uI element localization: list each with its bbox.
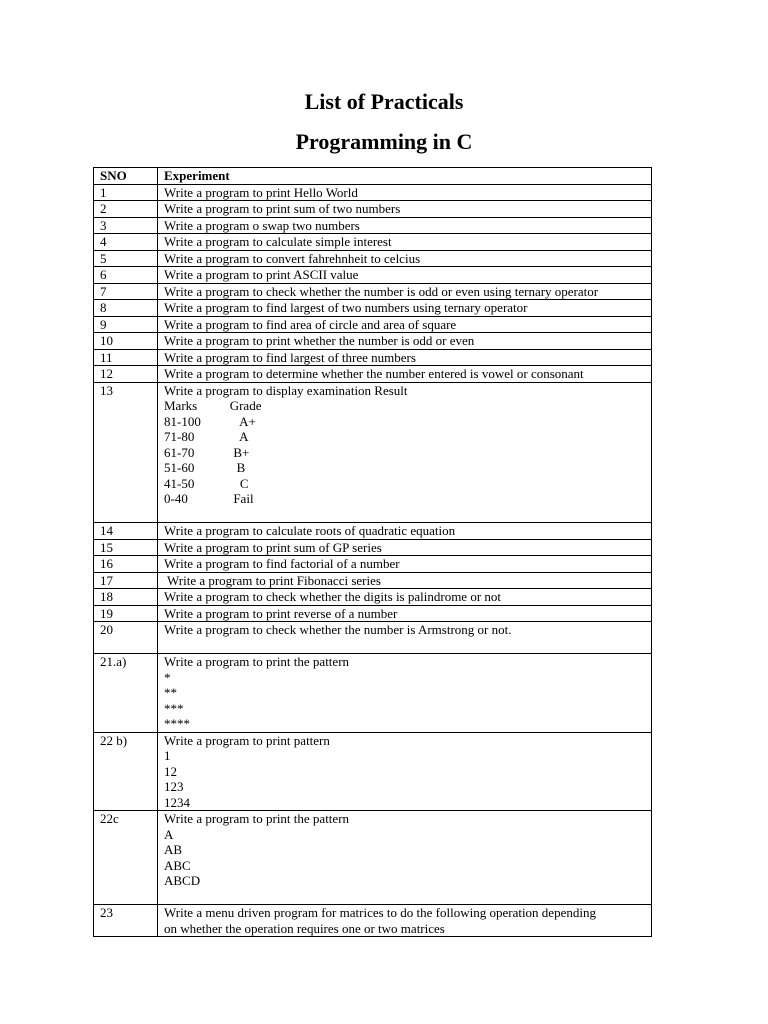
experiment-detail-line: ****	[164, 716, 190, 731]
row-sno: 18	[94, 589, 158, 606]
experiment-description: Write a program to calculate simple interest	[164, 234, 392, 249]
experiment-description: Write a program to check whether the number is odd or even using ternary operator	[164, 283, 599, 299]
row-experiment	[158, 572, 652, 589]
row-experiment	[158, 811, 652, 905]
experiment-description: Write a program to print ASCII value	[164, 267, 359, 282]
experiment-description: Write a program to determine whether the number entered is vowel or consonant	[164, 366, 584, 381]
experiment-description: Write a program to print Hello World	[164, 184, 358, 200]
table-row	[94, 283, 652, 300]
table-row	[94, 556, 652, 573]
row-experiment	[158, 234, 652, 251]
table-header-row	[94, 168, 652, 185]
row-sno: 22c	[94, 811, 158, 905]
row-sno: 12	[94, 366, 158, 383]
experiment-detail-line: 1234	[164, 794, 190, 810]
experiment-detail-line: ABCD	[164, 873, 201, 888]
table-row	[94, 201, 652, 218]
experiment-description: Write a program o swap two numbers	[164, 217, 360, 233]
experiment-detail-line: 61-70 B+	[164, 444, 250, 460]
experiment-detail-line: 0-40 Fail	[164, 491, 254, 506]
row-experiment	[158, 605, 652, 622]
experiment-description: Write a program to find largest of three numbers	[164, 349, 416, 365]
row-experiment	[158, 300, 652, 317]
table-row	[94, 333, 652, 350]
table-row	[94, 622, 652, 654]
row-sno: 3	[94, 217, 158, 234]
row-sno: 7	[94, 283, 158, 300]
table-row	[94, 234, 652, 251]
table-row	[94, 267, 652, 284]
experiment-detail-line: 81-100 A+	[164, 413, 256, 429]
row-experiment	[158, 622, 652, 654]
table-row	[94, 217, 652, 234]
row-experiment	[158, 382, 652, 523]
row-experiment	[158, 267, 652, 284]
experiment-detail-line: AB	[164, 842, 183, 857]
row-sno: 15	[94, 539, 158, 556]
row-sno: 4	[94, 234, 158, 251]
row-sno: 20	[94, 622, 158, 654]
row-experiment	[158, 654, 652, 733]
experiment-detail-line: 123	[164, 779, 184, 794]
experiment-description: Write a menu driven program for matrices to do the following operation depending	[164, 905, 596, 920]
row-experiment	[158, 316, 652, 333]
row-experiment	[158, 589, 652, 606]
table-row	[94, 366, 652, 383]
row-experiment	[158, 201, 652, 218]
row-sno: 9	[94, 316, 158, 333]
table-row	[94, 811, 652, 905]
column-header-sno: SNO	[94, 168, 158, 185]
table-row	[94, 539, 652, 556]
row-sno: 21.a)	[94, 654, 158, 733]
table-row	[94, 905, 652, 937]
experiment-detail-line: Marks Grade	[164, 398, 262, 413]
row-experiment	[158, 732, 652, 811]
row-experiment	[158, 366, 652, 383]
table-row	[94, 605, 652, 622]
row-sno: 22 b)	[94, 732, 158, 811]
experiment-description: Write a program to display examination Result	[164, 382, 408, 398]
row-experiment	[158, 250, 652, 267]
table-row	[94, 382, 652, 523]
table-row	[94, 523, 652, 540]
row-sno: 6	[94, 267, 158, 284]
experiment-detail-line	[164, 507, 651, 523]
table-row	[94, 589, 652, 606]
row-sno: 10	[94, 333, 158, 350]
row-experiment	[158, 217, 652, 234]
row-experiment	[158, 539, 652, 556]
experiment-detail-line	[164, 889, 651, 905]
experiment-description: Write a program to print Fibonacci series	[164, 572, 381, 588]
experiment-description: Write a program to print whether the number is odd or even	[164, 333, 475, 348]
experiment-detail-line: ABC	[164, 857, 191, 873]
experiment-description: Write a program to print sum of GP series	[164, 539, 382, 555]
experiment-detail-line: A	[164, 826, 174, 842]
experiment-detail-line	[164, 638, 651, 654]
table-row	[94, 572, 652, 589]
experiment-description: Write a program to print sum of two numbers	[164, 201, 401, 216]
row-sno: 8	[94, 300, 158, 317]
row-sno: 13	[94, 382, 158, 523]
experiment-description: Write a program to print the pattern	[164, 654, 350, 669]
experiment-description: Write a program to calculate roots of quadratic equation	[164, 523, 456, 538]
experiment-description: Write a program to print reverse of a number	[164, 605, 398, 621]
document-title: List of Practicals	[304, 89, 464, 114]
row-sno: 19	[94, 605, 158, 622]
row-sno: 16	[94, 556, 158, 573]
document-subtitle: Programming in C	[295, 129, 473, 154]
row-sno: 14	[94, 523, 158, 540]
experiment-detail-line: *	[164, 669, 171, 685]
experiment-description: Write a program to find area of circle and area of square	[164, 316, 457, 332]
column-header-experiment: Experiment	[158, 168, 652, 185]
experiment-description: Write a program to find largest of two numbers using ternary operator	[164, 300, 528, 315]
row-experiment	[158, 556, 652, 573]
experiment-description: Write a program to convert fahrehnheit to celcius	[164, 250, 421, 266]
experiment-detail-line: ***	[164, 700, 184, 716]
table-row	[94, 654, 652, 733]
experiment-detail-line: 41-50 C	[164, 475, 249, 491]
row-experiment	[158, 905, 652, 937]
table-row	[94, 316, 652, 333]
row-sno: 11	[94, 349, 158, 366]
experiment-description: Write a program to check whether the number is Armstrong or not.	[164, 622, 512, 637]
practicals-table	[93, 167, 652, 937]
row-sno: 1	[94, 184, 158, 201]
row-sno: 17	[94, 572, 158, 589]
experiment-detail-line: 1	[164, 748, 171, 763]
experiment-detail-line: 51-60 B	[164, 460, 246, 475]
experiment-description: Write a program to print the pattern	[164, 811, 350, 826]
row-sno: 2	[94, 201, 158, 218]
experiment-detail-line: 71-80 A	[164, 429, 249, 444]
row-experiment	[158, 184, 652, 201]
table-row	[94, 732, 652, 811]
table-row	[94, 349, 652, 366]
row-experiment	[158, 523, 652, 540]
table-body	[94, 184, 652, 937]
row-experiment	[158, 349, 652, 366]
experiment-description: Write a program to check whether the digits is palindrome or not	[164, 589, 502, 604]
row-experiment	[158, 333, 652, 350]
table-row	[94, 300, 652, 317]
table-row	[94, 250, 652, 267]
experiment-detail-line: **	[164, 685, 177, 700]
experiment-detail-line: on whether the operation requires one or two matrices	[164, 920, 445, 936]
experiment-description: Write a program to find factorial of a number	[164, 556, 400, 571]
experiment-detail-line: 12	[164, 763, 177, 779]
experiment-description: Write a program to print pattern	[164, 732, 330, 748]
row-sno: 23	[94, 905, 158, 937]
row-experiment	[158, 283, 652, 300]
row-sno: 5	[94, 250, 158, 267]
table-row	[94, 184, 652, 201]
